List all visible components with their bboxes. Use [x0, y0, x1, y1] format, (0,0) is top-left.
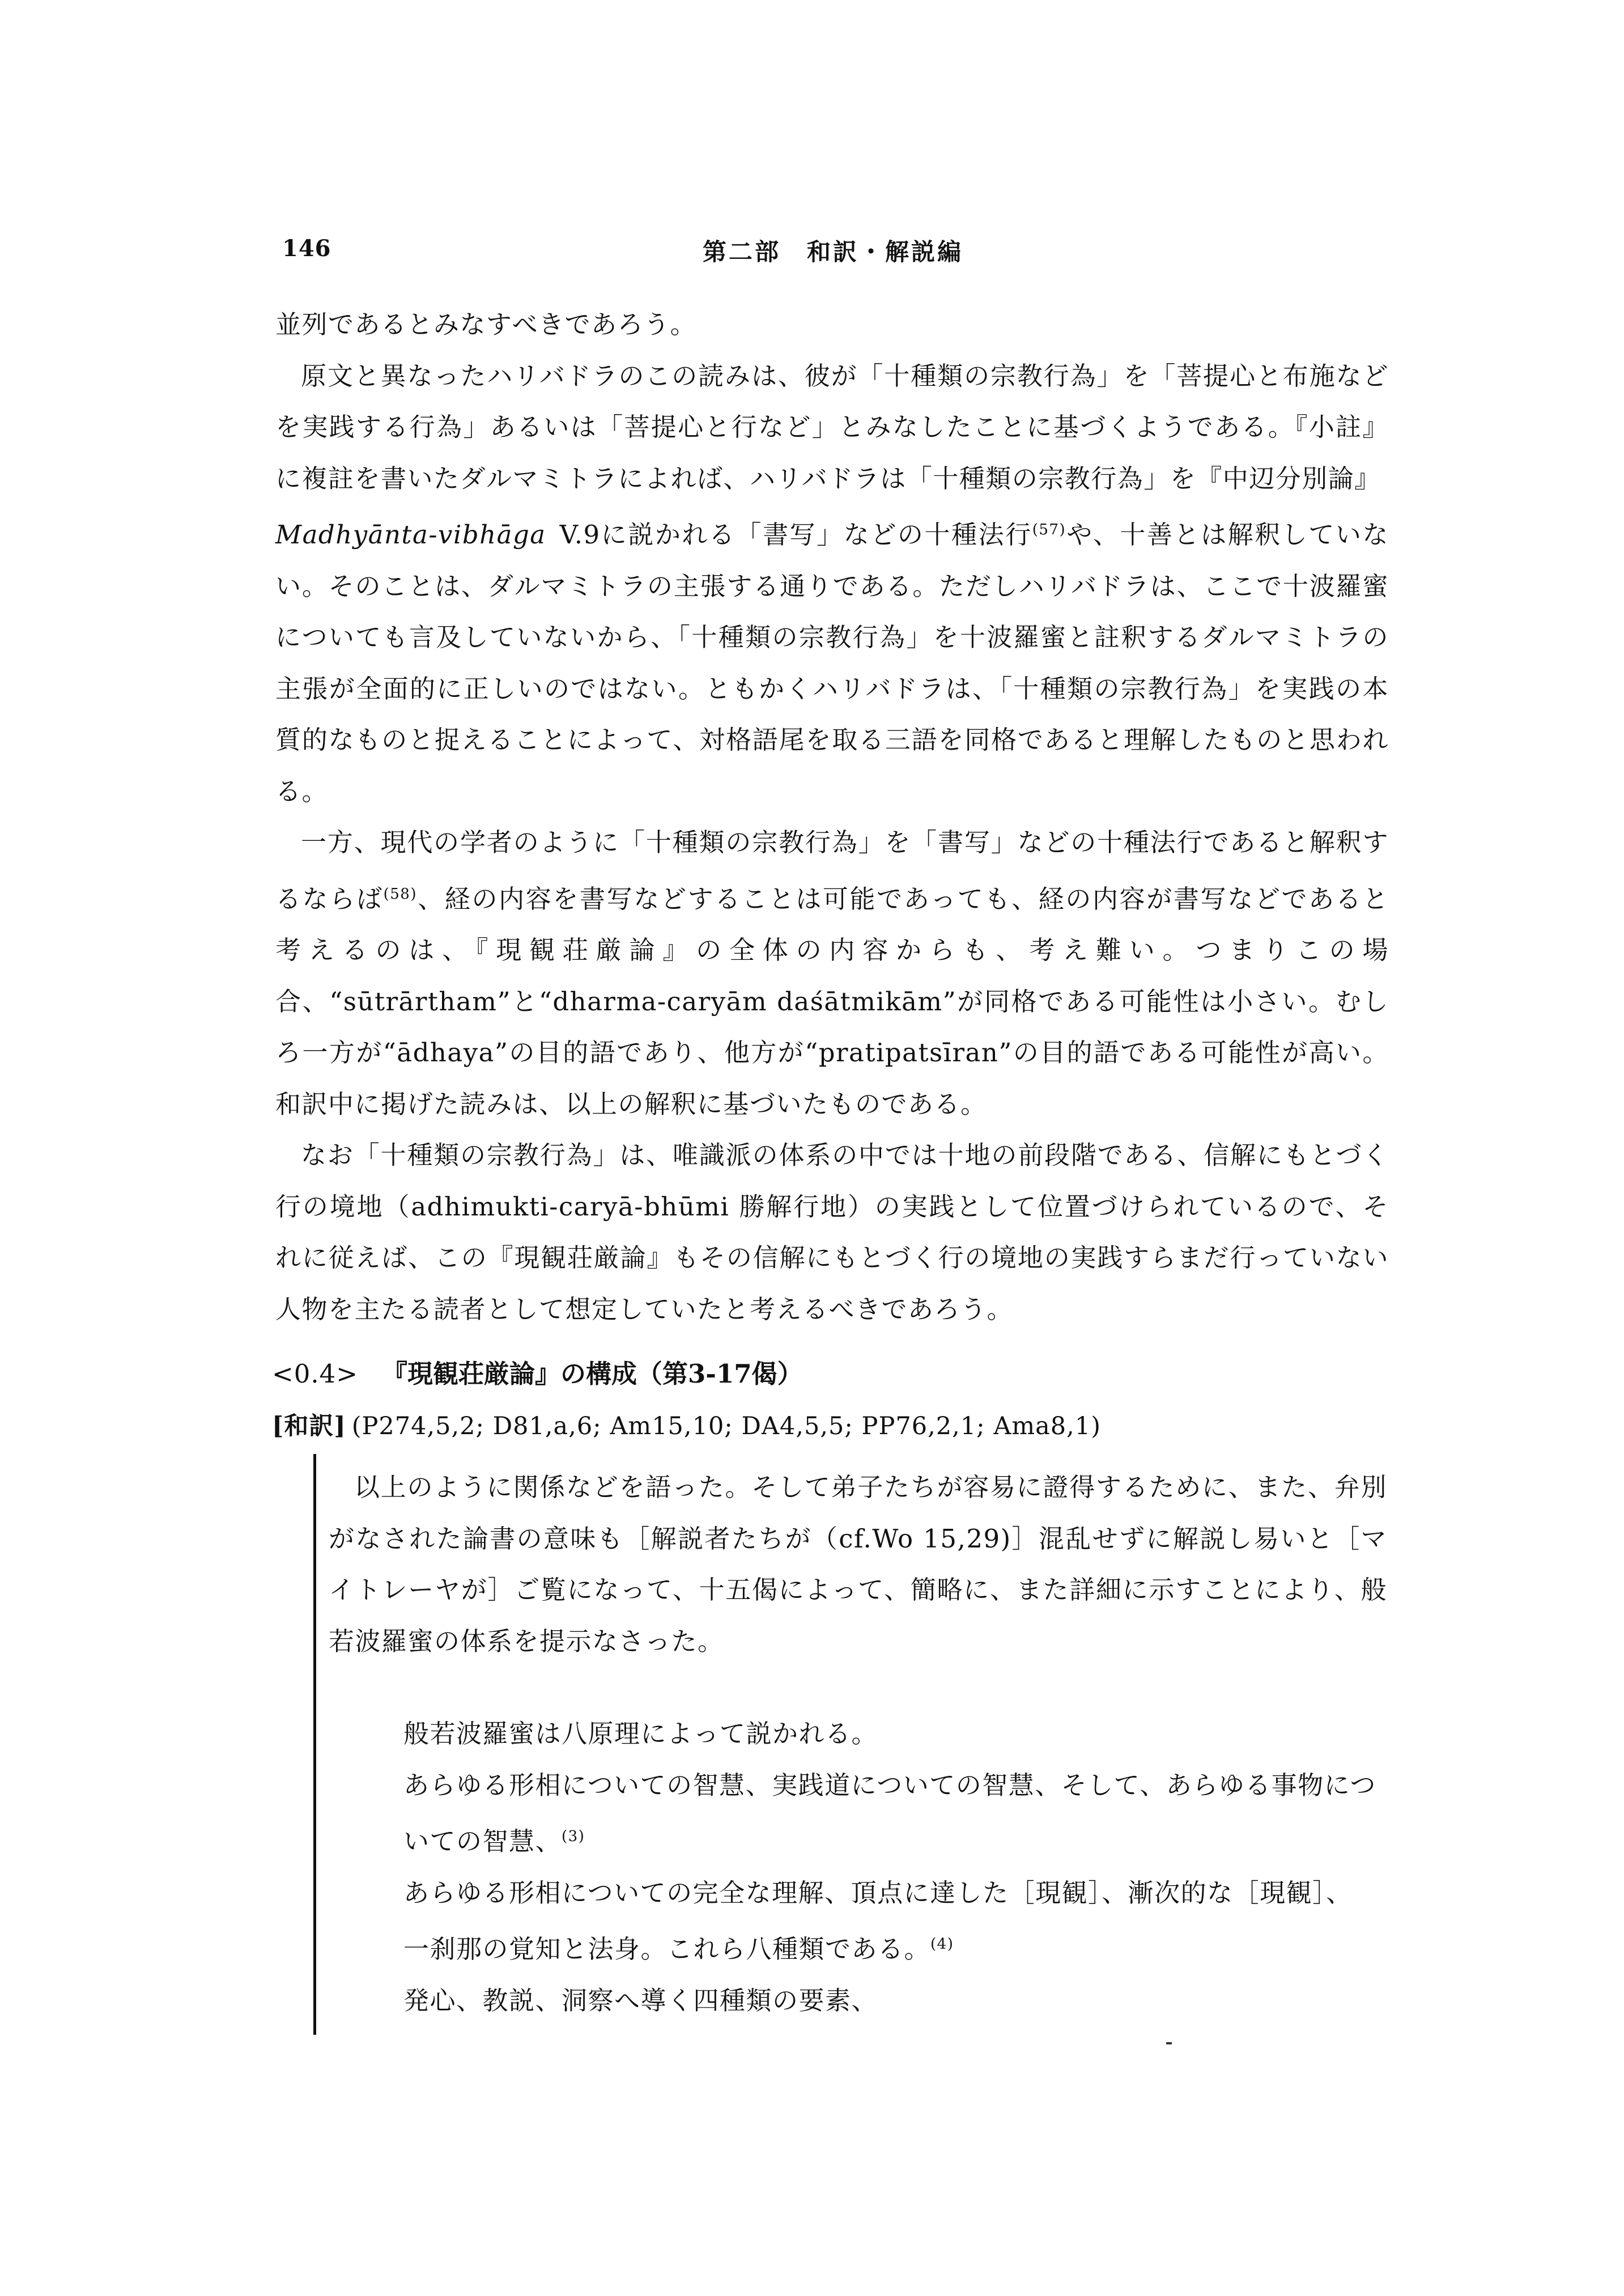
- text-title-italic: Madhyānta-vibhāga: [275, 520, 546, 550]
- verse-block: [403, 1708, 1387, 2026]
- footnote-ref: (57): [1032, 521, 1066, 538]
- verse-line: あらゆる形相についての完全な理解、頂点に達した［現観］、漸次的な［現観］、: [403, 1877, 1353, 1908]
- paragraph: [275, 351, 1389, 818]
- paragraph-text: 、経の内容を書写などすることは可能であっても、経の内容が書写などであると考えるのは、『現観荘厳論』の全体の内容からも、考え難い。つまりこの場合、“sūtrārtham”と“dharma-caryām daśātmikām”が同格である可能性は小さい。むしろ一方が“ādhaya”の目的語であり、他方が“pratipatsīran”の目的語である可能性が高い。和訳中に掲げた読みは、以上の解釈に基づいたものである。: [275, 883, 1389, 1119]
- translation-label: [和訳]: [272, 1412, 346, 1440]
- paragraph-text: V.9に説かれる「書写」などの十種法行: [559, 520, 1032, 550]
- verse-line: [403, 1919, 1387, 1975]
- quote-bar: [313, 1454, 316, 2035]
- section-number: <0.4>: [272, 1359, 358, 1389]
- verse-number: (4): [930, 1936, 954, 1953]
- translation-intro: [329, 1462, 1387, 1667]
- verse-line: 発心、教説、洞察へ導く四種類の要素、: [403, 1985, 878, 2016]
- verse-text: あらゆる形相についての智慧、実践道についての智慧、そして、あらゆる事物についての智慧、: [403, 1770, 1376, 1856]
- paragraph-text: や、十善とは解釈していない。そのことは、ダルマミトラの主張する通りである。ただしハリバドラは、ここで十波羅蜜についても言及していないから、「十種類の宗教行為」を十波羅蜜と註釈するダルマミトラの主張が全面的に正しいのではない。ともかくハリバドラは、「十種類の宗教行為」を実践の本質的なものと捉えることによって、対格語尾を取る三語を同格であると理解したものと思われる。: [275, 520, 1389, 806]
- scan-speck: [1166, 2042, 1172, 2044]
- paragraph-continued: 並列であるとみなすべきであろう。: [275, 309, 697, 339]
- paragraph-text: 一方、現代の学者のように「十種類の宗教行為」を「書写」などの十種法行であると解釈するならば: [275, 827, 1389, 914]
- verse-line: 般若波羅蜜は八原理によって説かれる。: [403, 1719, 878, 1749]
- paragraph: なお「十種類の宗教行為」は、唯識派の体系の中では十地の前段階である、信解にもとづく行の境地（adhimukti-caryā-bhūmi 勝解行地）の実践として位置づけられているので、それに従えば、この『現観荘厳論』もその信解にもとづく行の境地の実践すらまだ行っていない人物を主たる読者として想定していたと考えるべきであろう。: [275, 1140, 1389, 1324]
- verse-text: 一刹那の覚知と法身。これら八種類である。: [403, 1934, 931, 1964]
- translation-header: [272, 1407, 1101, 1442]
- body-text: [275, 299, 1389, 1335]
- paragraph: [275, 817, 1389, 1130]
- translation-references: (P274,5,2; D81,a,6; Am15,10; DA4,5,5; PP76,2,1; Ama8,1): [351, 1412, 1101, 1440]
- paragraph-text: 原文と異なったハリバドラのこの読みは、彼が「十種類の宗教行為」を「菩提心と布施などを実践する行為」あるいは「菩提心と行など」とみなしたことに基づくようである。『小註』に複註を書いたダルマミトラによれば、ハリバドラは「十種類の宗教行為」を『中辺分別論』: [275, 360, 1389, 494]
- section-heading: [272, 1353, 803, 1390]
- verse-line: [403, 1760, 1387, 1868]
- translation-intro-text: 以上のように関係などを語った。そして弟子たちが容易に證得するために、また、弁別がなされた論書の意味も［解説者たちが（cf.Wo 15,29)］混乱せずに解説し易いと［マイトレーヤが］ご覧になって、十五偈によって、簡略に、また詳細に示すことにより、般若波羅蜜の体系を提示なさった。: [329, 1472, 1387, 1656]
- verse-number: (3): [562, 1828, 585, 1845]
- section-title: 『現観荘厳論』の構成（第3-17偈）: [381, 1359, 803, 1389]
- page-number: 146: [282, 235, 331, 262]
- running-head: 第二部 和訳・解説編: [703, 238, 964, 266]
- footnote-ref: (58): [383, 885, 417, 903]
